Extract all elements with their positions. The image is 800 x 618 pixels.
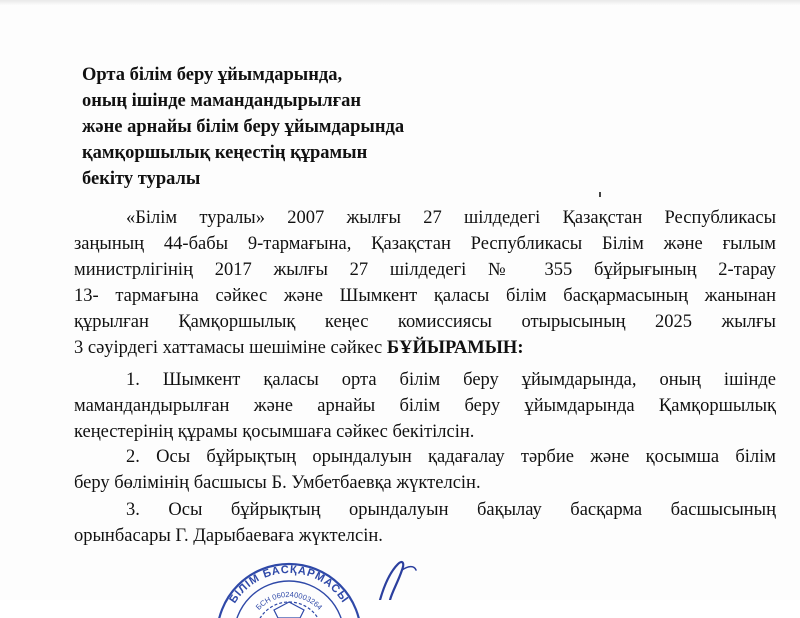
signature-ink-icon [372,556,452,600]
order-item-2 [74,444,776,496]
preamble-line-6-text: 3 сәуірдегі хаттамасы шешіміне сәйкес [74,338,387,358]
order-item-3 [74,497,776,549]
item-1-line-2: мамандандырылған және арнайы білім беру ұйымдарында Қамқоршылық [74,396,776,416]
title-line-2: оның ішінде мамандандырылған [82,91,361,111]
preamble-line-3: министрлігінің 2017 жылғы 27 шілдедегі № 355 бұйрығының 2-тарау [74,260,776,280]
document-title [82,62,502,192]
item-1-line-1: 1. Шымкент қаласы орта білім беру ұйымдарында, оның ішінде [126,370,776,390]
stamp-text-id: БСН 060240003264 [253,589,325,612]
preamble-line-1: «Білім туралы» 2007 жылғы 27 шілдедегі Қазақстан Республикасы [126,208,776,228]
item-3-line-2: орынбасары Г. Дарыбаеваға жүктелсін. [74,526,383,546]
order-word: БҰЙЫРАМЫН: [386,338,524,358]
item-1-line-3: кеңестерінің құрамы қосымшаға сәйкес бекітілсін. [74,422,475,442]
title-line-1: Орта білім беру ұйымдарында, [82,65,343,85]
svg-text:БСН 060240003264 [254,590,324,612]
svg-text:БІЛІМ БАСҚАРМАСЫ [227,564,351,606]
item-2-line-2: беру бөлімінің басшысы Б. Умбетбаевқа жүктелсін. [74,473,481,493]
item-2-line-1: 2. Осы бұйрықтың орындалуын қадағалау тәрбие және қосымша білім [126,447,776,467]
stamp-seal-icon [214,558,364,618]
official-stamp [214,558,364,618]
preamble-line-2: заңының 44-бабы 9-тармағына, Қазақстан Республикасы Білім және ғылым [74,234,776,254]
signature [372,556,452,600]
order-item-1 [74,367,776,445]
title-line-4: қамқоршылық кеңестің құрамын [82,143,368,163]
preamble-line-6 [74,335,776,361]
preamble-line-5: құрылған Қамқоршылық кеңес комиссиясы отырысының 2025 жылғы [74,312,776,332]
stamp-text-top: БІЛІМ БАСҚАРМАСЫ [227,563,351,606]
title-line-5: бекіту туралы [82,169,201,189]
item-3-line-1: 3. Осы бұйрықтың орындалуын бақылау басқарма басшысының [126,500,776,520]
title-line-3: және арнайы білім беру ұйымдарында [82,117,405,137]
scan-edge [0,0,800,6]
preamble-paragraph [74,205,776,361]
preamble-line-4: 13- тармағына сәйкес және Шымкент қаласы білім басқармасының жанынан [74,286,776,306]
scan-mark [599,192,601,197]
